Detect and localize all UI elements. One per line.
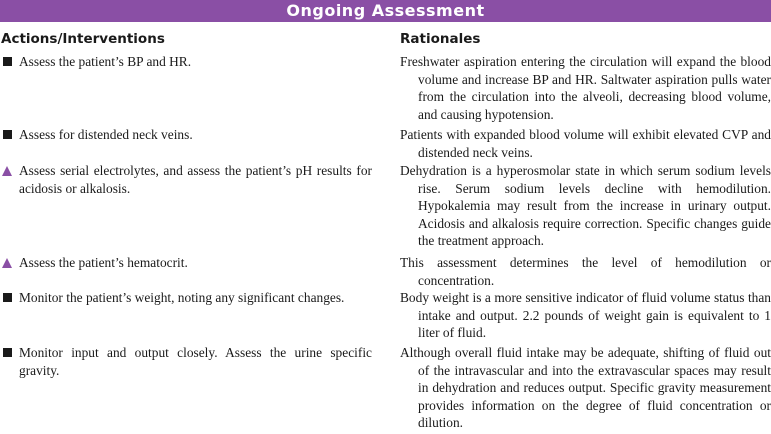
- action-text: Assess for distended neck veins.: [19, 127, 193, 142]
- rationale-cell: Patients with expanded blood volume will exhibit elevated CVP and distended neck veins.: [400, 127, 771, 160]
- rationale-cell: Although overall fluid intake may be adequate, shifting of fluid out of the intravascular and into the extravascular spaces may result in dehydration and reduces output. Specific gravity measurement provides information on the degree of fluid concentration or dilution.: [400, 345, 771, 431]
- action-text: Assess the patient’s BP and HR.: [19, 54, 192, 69]
- rationales-column-header: Rationales: [400, 31, 481, 47]
- action-text: Monitor the patient’s weight, noting any significant changes.: [19, 290, 345, 305]
- action-cell: [1, 162, 372, 197]
- action-cell: [1, 344, 372, 379]
- rationale-cell: Dehydration is a hyperosmolar state in which serum sodium levels rise. Serum sodium levels decline with hemodilution. Hypokalemia may result from the increase in urinary output. Acidosis and alkalosis require correction. Specific changes guide the treatment approach.: [400, 163, 771, 249]
- action-cell: [1, 254, 372, 272]
- action-cell: [1, 126, 372, 144]
- action-text: Assess the patient’s hematocrit.: [19, 255, 188, 270]
- action-text: Assess serial electrolytes, and assess the patient’s pH results for acidosis or alkalosis.: [19, 163, 372, 196]
- rationale-cell: Freshwater aspiration entering the circulation will expand the blood volume and increase BP and HR. Saltwater aspiration pulls water from the circulation into the alveoli, decreasing blood volume, and causing hypotension.: [400, 54, 771, 122]
- square-bullet-icon: [1, 289, 17, 307]
- square-bullet-icon: [1, 53, 17, 71]
- actions-column-header: Actions/Interventions: [1, 31, 165, 47]
- triangle-bullet-icon: [1, 162, 17, 180]
- section-banner: [0, 0, 771, 22]
- action-cell: [1, 289, 372, 307]
- rationale-cell: Body weight is a more sensitive indicator of fluid volume status than intake and output. 2.2 pounds of weight gain is equivalent to 1 liter of fluid.: [400, 290, 771, 341]
- triangle-bullet-icon: [1, 254, 17, 272]
- rationale-cell: This assessment determines the level of hemodilution or concentration.: [400, 255, 771, 288]
- action-text: Monitor input and output closely. Assess the urine specific gravity.: [19, 345, 372, 378]
- action-cell: [1, 53, 372, 71]
- square-bullet-icon: [1, 344, 17, 362]
- section-title: Ongoing Assessment: [286, 1, 485, 20]
- square-bullet-icon: [1, 126, 17, 144]
